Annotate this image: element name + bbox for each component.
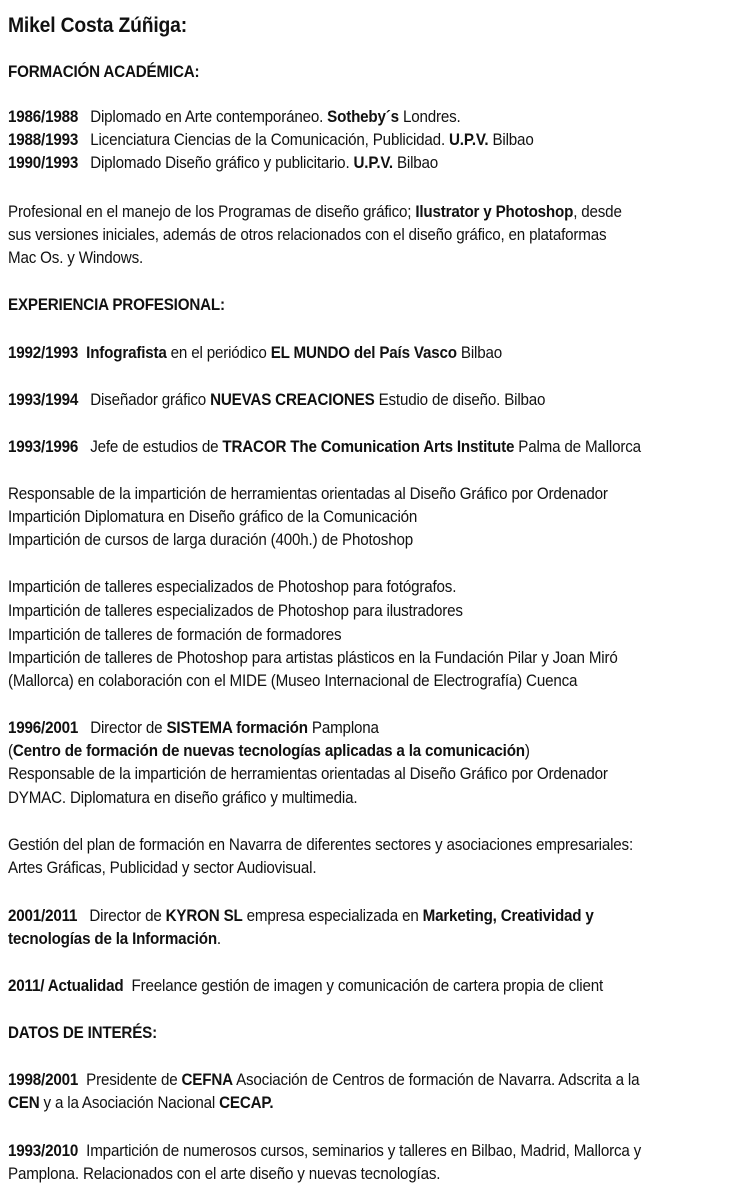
entry-text: Asociación de Centros de formación de Navarra. Adscrita a la	[232, 1071, 640, 1089]
entry-text: y a la Asociación Nacional	[39, 1094, 220, 1112]
entry-text: Jefe de estudios de	[90, 438, 223, 456]
experience-detail: Responsable de la impartición de herramientas orientadas al Diseño Gráfico por Ordenador	[8, 765, 608, 783]
interest-entry	[8, 1140, 641, 1162]
section-heading-experiencia: EXPERIENCIA PROFESIONAL:	[8, 296, 225, 314]
skills-text: , desde	[573, 203, 622, 221]
interest-detail	[8, 1092, 273, 1114]
entry-institution: U.P.V.	[449, 131, 489, 149]
entry-organization: CEN	[8, 1094, 40, 1112]
entry-role: Infografista	[86, 344, 167, 362]
entry-year: 1990/1993	[8, 154, 79, 172]
experience-detail	[8, 928, 221, 950]
entry-text: empresa especializada en	[242, 907, 423, 925]
experience-detail: Impartición de talleres especializados de Photoshop para ilustradores	[8, 602, 463, 620]
education-entry	[8, 129, 534, 151]
entry-location: Bilbao	[456, 344, 502, 362]
entry-company: EL MUNDO del País Vasco	[270, 344, 457, 362]
entry-location: Pamplona	[307, 719, 379, 737]
experience-detail: (Mallorca) en colaboración con el MIDE (Museo Internacional de Electrografía) Cuenca	[8, 672, 578, 690]
entry-year: 1993/2010	[8, 1142, 79, 1160]
entry-year: 2001/2011	[8, 907, 78, 925]
entry-year: 2011/ Actualidad	[8, 977, 124, 995]
entry-company: KYRON SL	[165, 907, 243, 925]
entry-text: Presidente de	[86, 1071, 182, 1089]
experience-entry	[8, 436, 641, 458]
entry-specialty: tecnologías de la Información	[8, 930, 217, 948]
education-entry	[8, 106, 461, 128]
entry-text: Licenciatura Ciencias de la Comunicación, Publicidad.	[90, 131, 445, 149]
experience-detail: Responsable de la impartición de herramientas orientadas al Diseño Gráfico por Ordenador	[8, 485, 608, 503]
section-heading-interes: DATOS DE INTERÉS:	[8, 1024, 157, 1042]
skills-line	[8, 201, 622, 223]
interest-entry	[8, 1069, 639, 1091]
skills-text: Profesional en el manejo de los Programas de diseño gráfico;	[8, 203, 416, 221]
entry-text: Diplomado Diseño gráfico y publicitario.	[90, 154, 350, 172]
entry-company: TRACOR The Comunication Arts Institute	[222, 438, 515, 456]
experience-detail: Gestión del plan de formación en Navarra de diferentes sectores y asociaciones empresariales:	[8, 836, 634, 854]
entry-year: 1992/1993	[8, 344, 79, 362]
education-entry	[8, 152, 438, 174]
section-heading-formacion: FORMACIÓN ACADÉMICA:	[8, 63, 200, 81]
experience-detail: DYMAC. Diplomatura en diseño gráfico y multimedia.	[8, 789, 358, 807]
entry-text: .	[216, 930, 221, 948]
experience-entry	[8, 389, 545, 411]
entry-text: Director de	[90, 719, 167, 737]
entry-location: Bilbao	[492, 131, 534, 149]
entry-institution: Sotheby´s	[327, 108, 399, 126]
entry-location: Londres.	[402, 108, 461, 126]
entry-text: en el periódico	[166, 344, 271, 362]
experience-detail: Impartición de talleres especializados de Photoshop para fotógrafos.	[8, 578, 457, 596]
entry-year: 1996/2001	[8, 719, 79, 737]
entry-institution: U.P.V.	[353, 154, 393, 172]
experience-detail	[8, 740, 530, 762]
experience-entry	[8, 342, 502, 364]
entry-text: Diplomado en Arte contemporáneo.	[90, 108, 324, 126]
entry-organization: CEFNA	[181, 1071, 233, 1089]
skills-software: Ilustrator y Photoshop	[415, 203, 574, 221]
entry-company: NUEVAS CREACIONES	[210, 391, 375, 409]
experience-detail: Impartición de talleres de formación de formadores	[8, 626, 342, 644]
paren: (	[8, 742, 13, 760]
experience-entry	[8, 905, 594, 927]
entry-company: SISTEMA formación	[166, 719, 308, 737]
entry-text: Impartición de numerosos cursos, seminarios y talleres en Bilbao, Madrid, Mallorca y	[86, 1142, 642, 1160]
entry-company-description: Centro de formación de nuevas tecnologías aplicadas a la comunicación	[12, 742, 525, 760]
experience-detail: Impartición de cursos de larga duración (400h.) de Photoshop	[8, 531, 413, 549]
skills-line: sus versiones iniciales, además de otros relacionados con el diseño gráfico, en plataformas	[8, 226, 607, 244]
entry-organization: CECAP.	[219, 1094, 274, 1112]
entry-text: Estudio de diseño. Bilbao	[374, 391, 546, 409]
entry-year: 1998/2001	[8, 1071, 79, 1089]
skills-line: Mac Os. y Windows.	[8, 249, 144, 267]
entry-location: Palma de Mallorca	[514, 438, 641, 456]
interest-detail: Pamplona. Relacionados con el arte diseño y nuevas tecnologías.	[8, 1165, 441, 1183]
entry-location: Bilbao	[396, 154, 439, 172]
entry-year: 1988/1993	[8, 131, 79, 149]
experience-entry	[8, 717, 379, 739]
entry-specialty: Marketing, Creatividad y	[422, 907, 594, 925]
entry-text: Diseñador gráfico	[90, 391, 211, 409]
entry-year: 1986/1988	[8, 108, 79, 126]
entry-text: Freelance gestión de imagen y comunicación de cartera propia de client	[131, 977, 604, 995]
experience-entry	[8, 975, 603, 997]
paren: )	[524, 742, 530, 760]
experience-detail: Impartición Diplomatura en Diseño gráfico de la Comunicación	[8, 508, 418, 526]
entry-year: 1993/1996	[8, 438, 79, 456]
experience-detail: Artes Gráficas, Publicidad y sector Audiovisual.	[8, 859, 317, 877]
person-name: Mikel Costa Zúñiga:	[8, 14, 187, 37]
entry-text: Director de	[89, 907, 166, 925]
experience-detail: Impartición de talleres de Photoshop para artistas plásticos en la Fundación Pilar y Joan Miró	[8, 649, 618, 667]
entry-year: 1993/1994	[8, 391, 79, 409]
